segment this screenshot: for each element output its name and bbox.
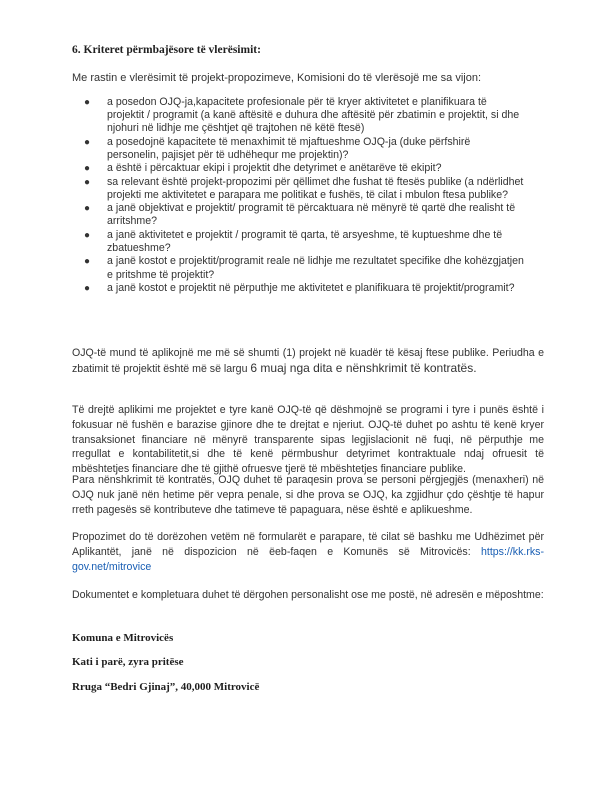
section-heading: 6. Kriteret përmbajësore të vlerësimit:: [72, 44, 261, 56]
list-item: [84, 229, 524, 255]
criterion-text: a janë kostot e projektit në përputhje me aktivitetet e planifikuara të projektit/programit?: [107, 282, 515, 295]
bullet-dot-icon: ●: [84, 256, 91, 268]
bullet-dot-icon: ●: [84, 203, 91, 215]
municipality-website-link[interactable]: https://kk.rks-gov.net/mitrovice: [72, 545, 544, 573]
list-item: [84, 202, 524, 228]
list-item: [84, 162, 524, 175]
list-item: [84, 96, 524, 135]
address-line-municipality: Komuna e Mitrovicës: [72, 632, 174, 644]
application-limit-paragraph: [72, 346, 544, 377]
bullet-dot-icon: ●: [84, 97, 91, 108]
bullet-dot-icon: ●: [84, 136, 91, 148]
application-limit-text: OJQ-të mund të aplikojnë me më së shumti (1) projekt në kuadër të kësaj ftese publike. Periudha e zbatimit të projektit është më së largu: [72, 347, 544, 375]
criterion-text: a posedojnë kapacitete të menaxhimit të mjaftueshme OJQ-ja (duke përfshirë personelin, pajisjet për të udhëhequr me projektin)?: [107, 135, 471, 161]
list-item: [84, 255, 524, 281]
submission-text: Propozimet do të dorëzohen vetëm në formularët e parapare, të cilat së bashku me Udhëzimet për Aplikantët, janë në dispozicion në ëeb-faqen e Komunës së Mitrovicës:: [72, 531, 544, 558]
criterion-text: a është i përcaktuar ekipi i projektit dhe detyrimet e anëtarëve të ekipit?: [107, 162, 442, 175]
delivery-paragraph: Dokumentet e kompletuara duhet të dërgohen personalisht ose me postë, në adresën e mëposhtme:: [72, 589, 544, 601]
eligibility-paragraph: Të drejtë aplikimi me projektet e tyre kanë OJQ-të që dëshmojnë se programi i tyre i punës është i fokusuar në fushën e barazise gjinore dhe te drejtat e njeriut. OJQ-të duhet po ashtu të kenë kryer transaksionet financiare në mënyrë transparente sipas legjislacionit në fuqi, në përputhje me rregullat e kontabilitetit,si dhe të kenë përmbushur detyrimet kontraktuale ndaj ofruesit të mbështetjes financiare dhe të gjithë ofruesve tjerë të mbështetjes financiare publike.: [72, 404, 544, 476]
address-line-floor: Kati i parë, zyra pritëse: [72, 656, 184, 668]
list-item: [84, 176, 524, 202]
pre-contract-paragraph: Para nënshkrimit të kontratës, OJQ duhet të paraqesin prova se personi përgjegjës (menaxheri) në OJQ nuk janë nën hetime për vepra penale, si dhe prova se OJQ, ka zgjidhur çdo çështje të hapur rreth pagesës së kontributeve dhe tatimeve të papaguara, nëse është e aplikueshme.: [72, 474, 544, 516]
bullet-dot-icon: ●: [84, 163, 91, 175]
address-line-street: Rruga “Bedri Gjinaj”, 40,000 Mitrovicë: [72, 681, 260, 693]
list-item: [84, 282, 524, 295]
list-item: [84, 136, 524, 162]
submission-paragraph: [72, 530, 544, 574]
criterion-text: a posedon OJQ-ja,kapacitete profesionale për të kryer aktivitetet e planifikuara të projektit / programit (a kanë aftësitë e duhura dhe aftësitë për zbatimin e projektit, si dhe njohuri në lidhje me çështjet që trajtohen në këtë ftesë): [107, 96, 520, 135]
criterion-text: a janë objektivat e projektit/ programit të përcaktuara në mënyrë të qartë dhe realisht të arritshme?: [107, 202, 516, 228]
criterion-text: a janë kostot e projektit/programit reale në lidhje me rezultatet specifike dhe kohëzgjatjen e pritshme të projektit?: [107, 255, 524, 281]
bullet-dot-icon: ●: [84, 229, 91, 241]
implementation-period-text: 6 muaj nga dita e nënshkrimit të kontratës.: [250, 360, 477, 375]
section-intro: Me rastin e vlerësimit të projekt-propozimeve, Komisioni do të vlerësojë me sa vijon:: [72, 72, 481, 84]
bullet-dot-icon: ●: [84, 176, 91, 188]
criterion-text: a janë aktivitetet e projektit / programit të qarta, të arsyeshme, të kuptueshme dhe të zbatueshme?: [107, 228, 503, 254]
criteria-list: [84, 96, 524, 296]
bullet-dot-icon: ●: [84, 283, 91, 295]
criterion-text: sa relevant është projekt-propozimi për qëllimet dhe fushat të ftesës publike (a ndërlidhet projekti me aktivitetet e parapara me politikat e fushës, të cilat i mbulon ftesa publike?: [107, 175, 524, 201]
